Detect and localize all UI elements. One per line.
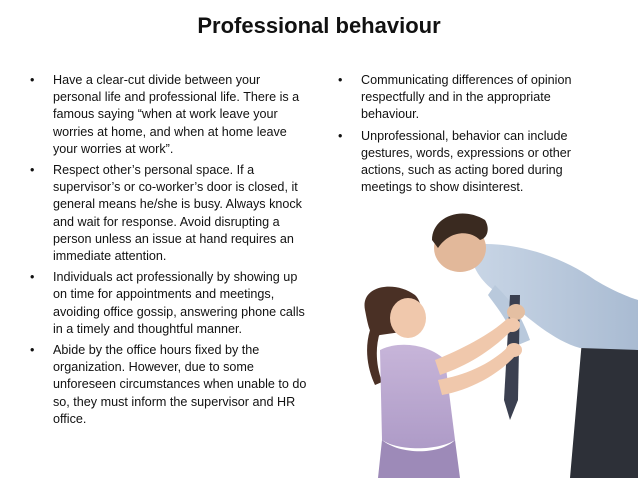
list-item xyxy=(30,72,310,158)
left-bullet-list xyxy=(30,72,310,432)
bullet-icon: • xyxy=(30,343,35,358)
list-item xyxy=(30,269,310,338)
bullet-icon: • xyxy=(338,73,343,87)
list-item xyxy=(30,342,310,428)
bullet-icon: • xyxy=(30,73,35,87)
man-and-girl-photo xyxy=(320,200,638,478)
list-item xyxy=(338,128,588,197)
slide-title: Professional behaviour xyxy=(197,13,441,38)
list-item xyxy=(338,72,588,124)
bullet-text: Unprofessional, behavior can include gestures, words, expressions or other actions, such as acting bored during meetings to show disinterest. xyxy=(361,128,571,195)
bullet-text: Individuals act professionally by showing up on time for appointments and meetings, avoiding office gossip, answering phone calls in a timely and thoughtful manner. xyxy=(53,270,305,336)
bullet-icon: • xyxy=(338,128,343,143)
bullet-text: Abide by the office hours fixed by the organization. However, due to some unforeseen circumstances when unable to do so, they must inform the supervisor and HR office. xyxy=(53,343,307,426)
bullet-text: Have a clear-cut divide between your personal life and professional life. There is a famous saying “when at work leave your worries at home, and when at home leave your worries at work”. xyxy=(53,73,300,156)
right-bullet-list xyxy=(338,72,588,200)
list-item xyxy=(30,162,310,265)
bullet-text: Respect other’s personal space. If a supervisor’s or co-worker’s door is closed, it general means he/she is busy. Always knock and wait for response. Avoid disrupting a person unless an issue at hand requires an immediate attention. xyxy=(53,163,302,264)
bullet-text: Communicating differences of opinion respectfully and in the appropriate behaviour. xyxy=(361,73,572,122)
bullet-icon: • xyxy=(30,163,35,178)
bullet-icon: • xyxy=(30,270,35,285)
